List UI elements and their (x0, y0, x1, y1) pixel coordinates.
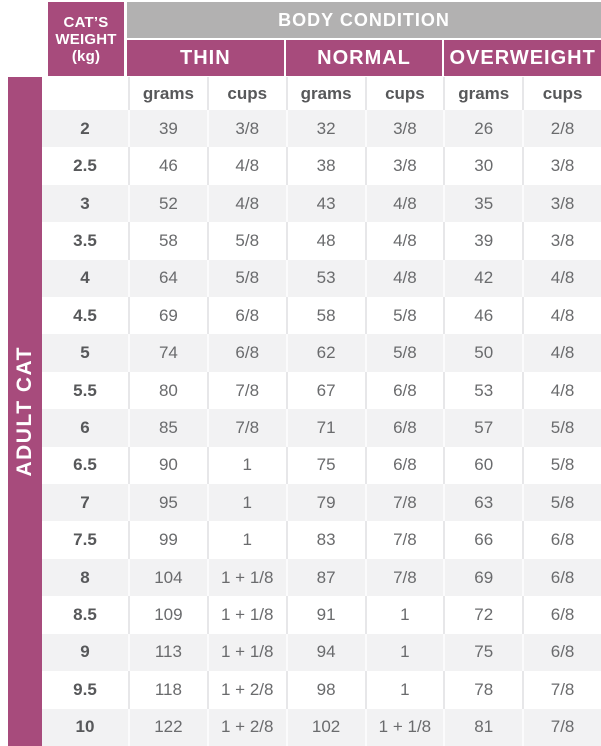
value-cell: 53 (286, 260, 365, 297)
value-cell: 38 (286, 147, 365, 184)
value-cell: 39 (443, 222, 522, 259)
value-cell: 3/8 (365, 147, 444, 184)
value-cell: 6/8 (522, 634, 601, 671)
weight-cell: 5.5 (73, 380, 97, 400)
weight-cell: 4.5 (73, 305, 97, 325)
value-cell: 78 (443, 671, 522, 708)
table-row (42, 484, 601, 521)
weight-cell: 7 (80, 492, 90, 512)
table-row (42, 222, 601, 259)
weight-cell: 5 (80, 343, 90, 363)
value-cell: 7/8 (365, 484, 444, 521)
value-cell: 104 (128, 559, 207, 596)
value-cell: 5/8 (365, 334, 444, 371)
value-cell: 4/8 (365, 222, 444, 259)
value-cell: 3/8 (522, 147, 601, 184)
value-cell: 4/8 (522, 297, 601, 334)
value-cell: 71 (286, 409, 365, 446)
table-row (42, 372, 601, 409)
weight-cell: 8.5 (73, 604, 97, 624)
value-cell: 1 (365, 671, 444, 708)
value-cell: 4/8 (522, 260, 601, 297)
weight-cell: 9 (80, 642, 90, 662)
value-cell: 64 (128, 260, 207, 297)
table-row (42, 709, 601, 746)
value-cell: 42 (443, 260, 522, 297)
value-cell: 122 (128, 709, 207, 746)
unit-header-row (42, 77, 601, 110)
value-cell: 32 (286, 110, 365, 147)
weight-cell: 8 (80, 567, 90, 587)
value-cell: 7/8 (365, 521, 444, 558)
value-cell: 1 + 1/8 (207, 596, 286, 633)
thin-cups-header: cups (207, 77, 286, 110)
value-cell: 1 (365, 634, 444, 671)
value-cell: 1 + 1/8 (207, 559, 286, 596)
value-cell: 7/8 (522, 671, 601, 708)
value-cell: 83 (286, 521, 365, 558)
value-cell: 67 (286, 372, 365, 409)
value-cell: 4/8 (522, 372, 601, 409)
value-cell: 5/8 (522, 409, 601, 446)
table-row (42, 334, 601, 371)
value-cell: 1 (365, 596, 444, 633)
value-cell: 6/8 (522, 521, 601, 558)
value-cell: 6/8 (207, 297, 286, 334)
value-cell: 46 (128, 147, 207, 184)
value-cell: 90 (128, 447, 207, 484)
table-row (42, 634, 601, 671)
value-cell: 66 (443, 521, 522, 558)
value-cell: 1 (207, 484, 286, 521)
body-condition-label: BODY CONDITION (278, 9, 450, 30)
weight-cell: 10 (75, 717, 95, 737)
value-cell: 118 (128, 671, 207, 708)
value-cell: 6/8 (365, 409, 444, 446)
cats-weight-header (48, 2, 124, 76)
table-row (42, 521, 601, 558)
value-cell: 74 (128, 334, 207, 371)
table-row (42, 297, 601, 334)
value-cell: 79 (286, 484, 365, 521)
value-cell: 85 (128, 409, 207, 446)
value-cell: 6/8 (522, 559, 601, 596)
value-cell: 57 (443, 409, 522, 446)
value-cell: 102 (286, 709, 365, 746)
thin-grams-header: grams (128, 77, 207, 110)
value-cell: 1 (207, 521, 286, 558)
value-cell: 50 (443, 334, 522, 371)
value-cell: 81 (443, 709, 522, 746)
value-cell: 113 (128, 634, 207, 671)
value-cell: 4/8 (522, 334, 601, 371)
value-cell: 26 (443, 110, 522, 147)
value-cell: 35 (443, 185, 522, 222)
cats-weight-line3: (kg) (71, 47, 101, 65)
value-cell: 62 (286, 334, 365, 371)
table-row (42, 447, 601, 484)
condition-thin: THIN (127, 40, 284, 76)
value-cell: 7/8 (207, 372, 286, 409)
table-row (42, 671, 601, 708)
value-cell: 4/8 (365, 185, 444, 222)
value-cell: 87 (286, 559, 365, 596)
value-cell: 7/8 (365, 559, 444, 596)
value-cell: 39 (128, 110, 207, 147)
condition-group-row (127, 40, 601, 76)
value-cell: 1 + 2/8 (207, 671, 286, 708)
weight-cell: 6.5 (73, 455, 97, 475)
value-cell: 58 (286, 297, 365, 334)
value-cell: 1 + 1/8 (207, 634, 286, 671)
value-cell: 7/8 (207, 409, 286, 446)
value-cell: 6/8 (365, 372, 444, 409)
condition-overweight: OVERWEIGHT (444, 40, 601, 76)
value-cell: 1 (207, 447, 286, 484)
value-cell: 75 (443, 634, 522, 671)
value-cell: 3/8 (365, 110, 444, 147)
value-cell: 69 (443, 559, 522, 596)
table-row (42, 596, 601, 633)
value-cell: 69 (128, 297, 207, 334)
weight-cell: 4 (80, 268, 90, 288)
weight-cell: 2.5 (73, 156, 97, 176)
value-cell: 52 (128, 185, 207, 222)
value-cell: 48 (286, 222, 365, 259)
table-row (42, 110, 601, 147)
value-cell: 94 (286, 634, 365, 671)
normal-cups-header: cups (365, 77, 444, 110)
weight-cell: 6 (80, 417, 90, 437)
value-cell: 5/8 (365, 297, 444, 334)
table-row (42, 260, 601, 297)
value-cell: 95 (128, 484, 207, 521)
cats-weight-line2: WEIGHT (55, 30, 117, 48)
value-cell: 60 (443, 447, 522, 484)
overweight-grams-header: grams (443, 77, 522, 110)
value-cell: 3/8 (522, 185, 601, 222)
value-cell: 109 (128, 596, 207, 633)
cats-weight-line1: CAT’S (63, 13, 109, 31)
overweight-cups-header: cups (522, 77, 601, 110)
weight-cell: 3 (80, 193, 90, 213)
value-cell: 2/8 (522, 110, 601, 147)
value-cell: 1 + 2/8 (207, 709, 286, 746)
value-cell: 53 (443, 372, 522, 409)
unit-spacer-cell (42, 77, 128, 110)
value-cell: 80 (128, 372, 207, 409)
value-cell: 3/8 (207, 110, 286, 147)
value-cell: 5/8 (522, 484, 601, 521)
value-cell: 46 (443, 297, 522, 334)
table-row (42, 185, 601, 222)
value-cell: 5/8 (207, 222, 286, 259)
value-cell: 58 (128, 222, 207, 259)
value-cell: 7/8 (522, 709, 601, 746)
value-cell: 6/8 (365, 447, 444, 484)
value-cell: 43 (286, 185, 365, 222)
table-body (42, 110, 601, 746)
adult-cat-sidebar (8, 77, 42, 746)
value-cell: 30 (443, 147, 522, 184)
normal-grams-header: grams (286, 77, 365, 110)
value-cell: 5/8 (207, 260, 286, 297)
value-cell: 4/8 (207, 147, 286, 184)
value-cell: 6/8 (207, 334, 286, 371)
table-row (42, 409, 601, 446)
value-cell: 98 (286, 671, 365, 708)
value-cell: 75 (286, 447, 365, 484)
weight-cell: 3.5 (73, 230, 97, 250)
value-cell: 63 (443, 484, 522, 521)
value-cell: 72 (443, 596, 522, 633)
value-cell: 5/8 (522, 447, 601, 484)
value-cell: 1 + 1/8 (365, 709, 444, 746)
weight-cell: 7.5 (73, 530, 97, 550)
sidebar-label: ADULT CAT (13, 346, 36, 477)
value-cell: 4/8 (207, 185, 286, 222)
weight-cell: 2 (80, 118, 90, 138)
table-row (42, 559, 601, 596)
body-condition-header (127, 2, 601, 38)
value-cell: 6/8 (522, 596, 601, 633)
weight-cell: 9.5 (73, 679, 97, 699)
value-cell: 91 (286, 596, 365, 633)
value-cell: 3/8 (522, 222, 601, 259)
table-row (42, 147, 601, 184)
value-cell: 99 (128, 521, 207, 558)
value-cell: 4/8 (365, 260, 444, 297)
condition-normal: NORMAL (286, 40, 443, 76)
